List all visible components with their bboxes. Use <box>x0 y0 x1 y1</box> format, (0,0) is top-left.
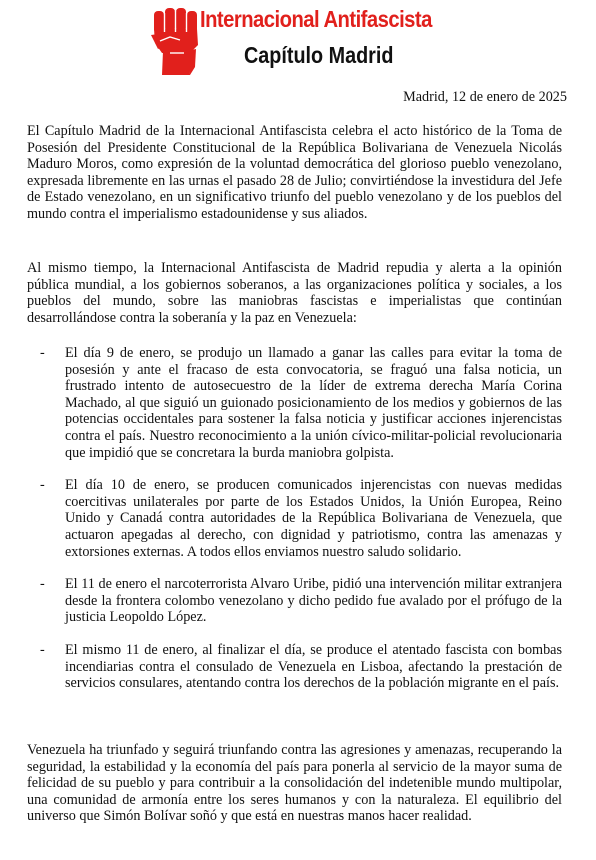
list-item-text: El 11 de enero el narcoterrorista Alvaro Uribe, pidió una intervención militar extranjera desde la frontera colombo venezolano y dicho pedido fue avalado por el prófugo de la justicia Leopoldo López. <box>65 576 562 626</box>
chapter-subtitle: Capítulo Madrid <box>244 42 394 68</box>
list-item <box>40 477 562 560</box>
closing-paragraph: Venezuela ha triunfado y seguirá triunfando contra las agresiones y amenazas, recuperando la seguridad, la estabilidad y la economía del país para ponerla al servicio de la mayor suma de felicidad de su pueblo y para contribuir a la consolidación del indetenible mundo multipolar, una comunidad de armonía entre los seres humanos y con la naturaleza. El equilibrio del universo que Simón Bolívar soñó y que está en nuestras manos hacer realidad. <box>27 742 562 825</box>
alert-paragraph: Al mismo tiempo, la Internacional Antifascista de Madrid repudia y alerta a la opinión pública mundial, a los gobiernos soberanos, a las organizaciones política y sociales, a los pueblos del mundo, sobre las maniobras fascistas e imperialistas que continúan desarrollándose contra la soberanía y la paz en Venezuela: <box>27 260 562 326</box>
organization-title: Internacional Antifascista <box>200 6 432 32</box>
list-item <box>40 345 562 461</box>
list-item-text: El día 10 de enero, se producen comunicados injerencistas con nuevas medidas coercitivas unilaterales por parte de los Estados Unidos, la Unión Europea, Reino Unido y Canadá contra autoridades de la República Bolivariana de Venezuela, que actuaron apegadas al derecho, con dignidad y patriotismo, contra las amenazas y extorsiones externas. A todos ellos enviamos nuestro saludo solidario. <box>65 477 562 560</box>
bullet-dash: - <box>40 576 45 593</box>
list-item-text: El día 9 de enero, se produjo un llamado a ganar las calles para evitar la toma de posesión y ante el fracaso de esta convocatoria, se fraguó una falsa noticia, un frustrado intento de autosecuestro de la líder de extrema derecha María Corina Machado, al que siguió un guionado posicionamiento de los medios y gobiernos de las potencias occidentales para sostener la falsa noticia y justificar acciones injerencistas contra el país. Nuestro reconocimiento a la unión cívico-militar-policial revolucionaria que impidió que se concretara la burda maniobra golpista. <box>65 345 562 461</box>
intro-paragraph: El Capítulo Madrid de la Internacional Antifascista celebra el acto histórico de la Toma de Posesión del Presidente Constitucional de la República Bolivariana de Venezuela Nicolás Maduro Moros, como expresión de la voluntad democrática del glorioso pueblo venezolano, expresada libremente en las urnas el pasado 28 de Julio; convirtiéndose la investidura del Jefe de Estado venezolano, en un significativo triunfo del pueblo venezolano y de los pueblos del mundo contra el imperialismo estadounidense y sus aliados. <box>27 123 562 222</box>
raised-fist-icon <box>150 5 202 75</box>
bullet-dash: - <box>40 641 45 658</box>
events-list <box>40 345 562 708</box>
bullet-dash: - <box>40 477 45 494</box>
document-date: Madrid, 12 de enero de 2025 <box>403 89 567 105</box>
bullet-dash: - <box>40 345 45 361</box>
list-item <box>40 576 562 626</box>
list-item-text: El mismo 11 de enero, al finalizar el día, se produce el atentado fascista con bombas incendiarias contra el consulado de Venezuela en Lisboa, afectando la prestación de servicios consulares, atentando contra los derechos de la población migrante en el país. <box>65 641 562 692</box>
list-item <box>40 642 562 692</box>
